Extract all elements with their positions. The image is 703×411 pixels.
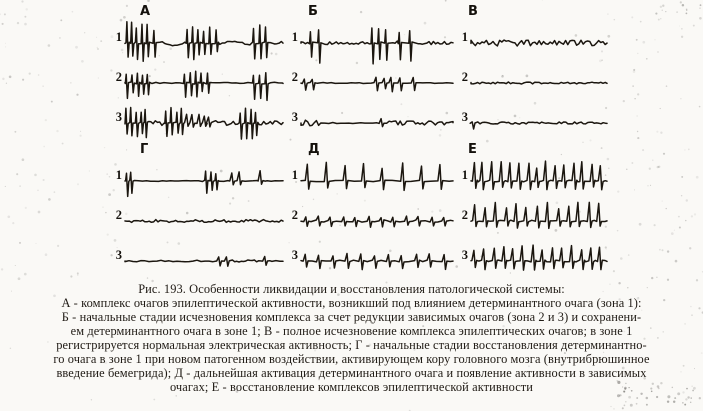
caption-line: регистрируется нормальная электрическая активность; Г - начальные стадии восстановления детерминантно- — [56, 338, 647, 353]
trace-number: 2 — [115, 69, 122, 84]
eeg-trace-b1 — [301, 21, 453, 61]
trace-number: 3 — [115, 247, 122, 262]
trace-number: 1 — [461, 167, 468, 182]
eeg-trace-a3 — [125, 101, 283, 141]
trace-row — [452, 101, 607, 141]
caption-line: Б - начальные стадии исчезновения комплекса за счет редукции зависимых очагов (зона 2 и 3) и сохранени- — [61, 310, 642, 325]
figure-caption — [0, 283, 703, 395]
trace-row — [282, 61, 453, 101]
eeg-trace-g2 — [125, 199, 283, 239]
caption-title: Рис. 193. Особенности ликвидации и восстановления патологической системы: — [138, 282, 565, 296]
eeg-trace-v2 — [471, 61, 607, 101]
trace-number: 1 — [291, 167, 298, 182]
eeg-trace-e3 — [471, 239, 607, 279]
trace-row — [452, 159, 607, 199]
caption-line: очагах; Е - восстановление комплексов эпилептической активности — [169, 379, 534, 394]
trace-row — [282, 159, 453, 199]
trace-row — [106, 21, 283, 61]
trace-number: 3 — [291, 109, 298, 124]
panel-label-d: Д — [308, 142, 321, 157]
trace-number: 3 — [461, 247, 468, 262]
caption-line: ем детерминантного очага в зоне 1; В - полное исчезновение комплекса эпилептических очагов; в зоне 1 — [70, 324, 633, 339]
eeg-trace-v3 — [471, 101, 607, 141]
trace-row — [106, 101, 283, 141]
trace-number: 3 — [115, 109, 122, 124]
trace-number: 3 — [461, 109, 468, 124]
eeg-trace-b2 — [301, 61, 453, 101]
trace-row — [106, 61, 283, 101]
panel-d — [282, 142, 453, 279]
trace-row — [452, 199, 607, 239]
caption-line: введение бемегрида); Д - дальнейшая активация детерминантного очага и появление активности в зависимых — [56, 365, 647, 380]
trace-number: 1 — [291, 29, 298, 44]
eeg-trace-g3 — [125, 239, 283, 279]
panel-label-b: Б — [308, 4, 319, 19]
panel-label-a: А — [140, 4, 152, 19]
eeg-trace-v1 — [471, 21, 607, 61]
panel-a — [106, 4, 283, 141]
eeg-trace-e1 — [471, 159, 607, 199]
trace-row — [106, 159, 283, 199]
caption-line: го очага в зоне 1 при новом патогенном воздействии, активирующем кору головного мозга (внутрибрюшинное — [53, 352, 650, 367]
trace-row — [452, 21, 607, 61]
panel-v — [452, 4, 607, 141]
trace-row — [282, 21, 453, 61]
trace-number: 3 — [291, 247, 298, 262]
panel-label-g: Г — [140, 142, 150, 157]
eeg-trace-a1 — [125, 21, 283, 61]
eeg-trace-d1 — [301, 159, 453, 199]
panel-label-e: Е — [468, 142, 478, 157]
eeg-trace-g1 — [125, 159, 283, 199]
trace-number: 1 — [115, 29, 122, 44]
trace-number: 2 — [461, 207, 468, 222]
panel-g — [106, 142, 283, 279]
trace-row — [282, 239, 453, 279]
trace-row — [452, 239, 607, 279]
trace-number: 1 — [115, 167, 122, 182]
eeg-trace-d3 — [301, 239, 453, 279]
panel-label-v: В — [468, 4, 479, 19]
trace-row — [452, 61, 607, 101]
caption-line: А - комплекс очагов эпилептической активности, возникший под влиянием детерминантного очага (зона 1): — [61, 296, 642, 311]
panel-b — [282, 4, 453, 141]
trace-number: 2 — [115, 207, 122, 222]
panel-e — [452, 142, 607, 279]
trace-row — [282, 101, 453, 141]
eeg-trace-b3 — [301, 101, 453, 141]
trace-row — [106, 239, 283, 279]
eeg-trace-e2 — [471, 199, 607, 239]
trace-number: 1 — [461, 29, 468, 44]
trace-row — [282, 199, 453, 239]
trace-number: 2 — [291, 207, 298, 222]
trace-row — [106, 199, 283, 239]
trace-number: 2 — [291, 69, 298, 84]
eeg-trace-a2 — [125, 61, 283, 101]
trace-number: 2 — [461, 69, 468, 84]
eeg-trace-d2 — [301, 199, 453, 239]
